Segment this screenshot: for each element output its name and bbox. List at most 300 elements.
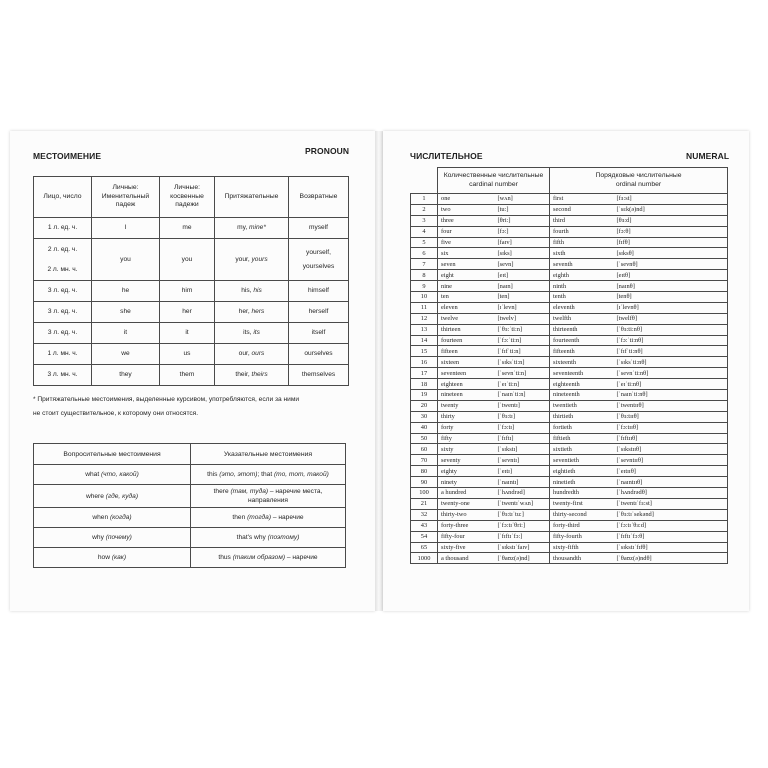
- numeral-number-cell: 60: [411, 444, 438, 455]
- numeral-number-cell: 4: [411, 226, 438, 237]
- numeral-heading-ru: ЧИСЛИТЕЛЬНОЕ: [410, 151, 483, 161]
- ordinal-transcription-cell: [ˈfɪfˈti:nθ]: [615, 346, 728, 357]
- question-pronoun-cell: [34, 528, 191, 548]
- cardinal-word-cell: eighteen: [438, 379, 496, 390]
- cardinal-word-cell: one: [438, 194, 496, 205]
- right-page: [383, 131, 749, 611]
- ordinal-word-cell: first: [550, 194, 615, 205]
- object-pronoun-cell: her: [160, 302, 215, 323]
- demonstrative-pronoun-cell: [191, 548, 346, 568]
- question-table-row: [34, 465, 346, 485]
- cardinal-word-cell: twenty-one: [438, 498, 496, 509]
- numeral-table-row: [411, 498, 728, 509]
- subject-pronoun-cell: you: [92, 239, 160, 281]
- cardinal-word-cell: thirty: [438, 411, 496, 422]
- question-pronoun-cell: [34, 548, 191, 568]
- possessive-form: our,: [238, 350, 252, 357]
- numeral-number-cell: 7: [411, 259, 438, 270]
- cardinal-transcription-cell: [ˈsevnˈti:n]: [496, 368, 550, 379]
- demonstrative-pronoun-cell: [191, 528, 346, 548]
- possessive-absolute-form: theirs: [251, 371, 268, 378]
- ordinal-header-ru: Порядковые числительные: [595, 172, 682, 179]
- cardinal-word-cell: eighty: [438, 466, 496, 477]
- demonstrative-col-header: Указательные местоимения: [191, 444, 346, 465]
- reflexive-form: himself: [308, 287, 329, 294]
- demonstrative-word: that's why: [236, 534, 268, 541]
- cardinal-word-cell: ninety: [438, 477, 496, 488]
- cardinal-word-cell: nineteen: [438, 390, 496, 401]
- pronoun-col-header: Лицо, число: [34, 177, 92, 218]
- ordinal-transcription-cell: [ˈsevnθ]: [615, 259, 728, 270]
- ordinal-transcription-cell: [fɔ:θ]: [615, 226, 728, 237]
- ordinal-transcription-cell: [ˈhʌndrədθ]: [615, 488, 728, 499]
- ordinal-word-cell: thirty-second: [550, 509, 615, 520]
- demonstrative-word: there: [213, 488, 231, 495]
- cardinal-word-cell: fifty: [438, 433, 496, 444]
- possessive-absolute-form: his: [253, 287, 262, 294]
- numeral-number-cell: 9: [411, 281, 438, 292]
- ordinal-transcription-cell: [ˈnaɪntɪɪθ]: [615, 477, 728, 488]
- ordinal-transcription-cell: [θɜ:d]: [615, 215, 728, 226]
- cardinal-word-cell: twelve: [438, 313, 496, 324]
- ordinal-word-cell: fifteenth: [550, 346, 615, 357]
- cardinal-word-cell: sixteen: [438, 357, 496, 368]
- numeral-number-cell: 30: [411, 411, 438, 422]
- numeral-number-cell: 65: [411, 542, 438, 553]
- pronoun-table-row: [34, 323, 349, 344]
- question-table-row: [34, 528, 346, 548]
- numeral-number-cell: 19: [411, 390, 438, 401]
- ordinal-transcription-cell: [fɜ:st]: [615, 194, 728, 205]
- ordinal-word-cell: sixteenth: [550, 357, 615, 368]
- pronoun-table-row: [34, 365, 349, 386]
- numeral-number-cell: 5: [411, 237, 438, 248]
- cardinal-word-cell: two: [438, 204, 496, 215]
- ordinal-transcription-cell: [ˈθɜ:tɪˈsekənd]: [615, 509, 728, 520]
- cardinal-word-cell: six: [438, 248, 496, 259]
- numeral-number-cell: 14: [411, 335, 438, 346]
- cardinal-transcription-cell: [sevn]: [496, 259, 550, 270]
- ordinal-word-cell: seventieth: [550, 455, 615, 466]
- cardinal-word-cell: seven: [438, 259, 496, 270]
- numeral-table-row: [411, 335, 728, 346]
- person-cell: [34, 365, 92, 386]
- cardinal-transcription-cell: [ˈsɪksˈti:n]: [496, 357, 550, 368]
- cardinal-word-cell: fourteen: [438, 335, 496, 346]
- ordinal-transcription-cell: [fɪfθ]: [615, 237, 728, 248]
- numeral-table-row: [411, 379, 728, 390]
- cardinal-transcription-cell: [ˈfɪftɪ]: [496, 433, 550, 444]
- question-pronoun-cell: [34, 508, 191, 528]
- person-label: 1 л. ед. ч.: [47, 224, 78, 231]
- ordinal-transcription-cell: [naɪnθ]: [615, 281, 728, 292]
- numeral-number-cell: 18: [411, 379, 438, 390]
- ordinal-col-header: [550, 168, 728, 194]
- cardinal-word-cell: a thousand: [438, 553, 496, 564]
- numeral-number-cell: 13: [411, 324, 438, 335]
- cardinal-word-cell: nine: [438, 281, 496, 292]
- person-cell: [34, 239, 92, 281]
- person-cell: [34, 323, 92, 344]
- footnote: [33, 393, 353, 421]
- cardinal-transcription-cell: [ˈsɪkstɪˈfaɪv]: [496, 542, 550, 553]
- possessive-form: her,: [238, 308, 252, 315]
- numeral-number-cell: 6: [411, 248, 438, 259]
- ordinal-transcription-cell: [ˈfɪftɪˈfɔ:θ]: [615, 531, 728, 542]
- ordinal-transcription-cell: [ˈsɛk(ə)nd]: [615, 204, 728, 215]
- cardinal-word-cell: thirty-two: [438, 509, 496, 520]
- ordinal-word-cell: thirteenth: [550, 324, 615, 335]
- cardinal-word-cell: sixty: [438, 444, 496, 455]
- numeral-table: [410, 167, 728, 564]
- numeral-table-row: [411, 553, 728, 564]
- demonstrative-translation: (тогда): [247, 514, 272, 521]
- numeral-table-row: [411, 488, 728, 499]
- cardinal-transcription-cell: [ˈtwentɪˈwʌn]: [496, 498, 550, 509]
- ordinal-transcription-cell: [ˈnaɪnˈti:nθ]: [615, 390, 728, 401]
- ordinal-word-cell: ninth: [550, 281, 615, 292]
- possessive-pronoun-cell: [215, 239, 289, 281]
- book-spine: [375, 131, 383, 611]
- person-label: 1 л. мн. ч.: [47, 350, 78, 357]
- numeral-table-row: [411, 477, 728, 488]
- ordinal-word-cell: tenth: [550, 292, 615, 303]
- ordinal-transcription-cell: [ˈsɪkstɪˈfɪfθ]: [615, 542, 728, 553]
- question-col-header: Вопросительные местоимения: [34, 444, 191, 465]
- numeral-table-row: [411, 444, 728, 455]
- ordinal-word-cell: sixth: [550, 248, 615, 259]
- cardinal-transcription-cell: [ˈnaɪntɪ]: [496, 477, 550, 488]
- possessive-absolute-form: ours: [251, 350, 265, 357]
- question-word: why: [92, 534, 106, 541]
- reflexive-pronoun-cell: [289, 218, 349, 239]
- numeral-number-cell: 80: [411, 466, 438, 477]
- ordinal-transcription-cell: [ˈsevnˈti:nθ]: [615, 368, 728, 379]
- person-label: 3 л. ед. ч.: [47, 287, 78, 294]
- cardinal-transcription-cell: [ˈfɔ:tɪˈθri:]: [496, 520, 550, 531]
- ordinal-word-cell: seventeenth: [550, 368, 615, 379]
- pronoun-table-row: [34, 239, 349, 281]
- person-label: 2 л. ед. ч.: [47, 245, 78, 253]
- numeral-number-cell: 50: [411, 433, 438, 444]
- pronoun-table-row: [34, 281, 349, 302]
- cardinal-word-cell: ten: [438, 292, 496, 303]
- subject-pronoun-cell: she: [92, 302, 160, 323]
- ordinal-word-cell: twenty-first: [550, 498, 615, 509]
- cardinal-transcription-cell: [ˈeɪˈti:n]: [496, 379, 550, 390]
- ordinal-word-cell: fourth: [550, 226, 615, 237]
- demonstrative-pronoun-cell: [191, 508, 346, 528]
- numeral-table-row: [411, 302, 728, 313]
- pronoun-col-header: Возвратные: [289, 177, 349, 218]
- numeral-number-cell: 12: [411, 313, 438, 324]
- numeral-table-row: [411, 292, 728, 303]
- footnote-line: не стоит существительное, к которому они относятся.: [33, 410, 199, 417]
- possessive-pronoun-cell: [215, 365, 289, 386]
- person-label: 3 л. ед. ч.: [47, 329, 78, 336]
- cardinal-transcription-cell: [ˈfɪftɪˈfɔ:]: [496, 531, 550, 542]
- question-translation: (что, какой): [100, 471, 139, 478]
- demonstrative-translation: (таким образом): [232, 554, 286, 561]
- cardinal-transcription-cell: [ten]: [496, 292, 550, 303]
- cardinal-transcription-cell: [twelv]: [496, 313, 550, 324]
- demonstrative-word: then: [232, 514, 248, 521]
- possessive-form: my,: [237, 224, 250, 231]
- reflexive-form: herself: [308, 308, 329, 315]
- demonstrative-rest: ; that: [257, 471, 274, 478]
- person-label: 2 л. мн. ч.: [47, 265, 78, 273]
- possessive-form: its,: [243, 329, 254, 336]
- object-pronoun-cell: them: [160, 365, 215, 386]
- ordinal-transcription-cell: [tenθ]: [615, 292, 728, 303]
- numeral-number-cell: 15: [411, 346, 438, 357]
- ordinal-word-cell: ninetieth: [550, 477, 615, 488]
- ordinal-word-cell: eighth: [550, 270, 615, 281]
- possessive-pronoun-cell: [215, 281, 289, 302]
- numeral-number-cell: 32: [411, 509, 438, 520]
- ordinal-transcription-cell: [ɪˈlevnθ]: [615, 302, 728, 313]
- cardinal-word-cell: sixty-five: [438, 542, 496, 553]
- person-cell: [34, 218, 92, 239]
- demonstrative-word: thus: [218, 554, 233, 561]
- ordinal-word-cell: fourteenth: [550, 335, 615, 346]
- pronoun-heading-ru: МЕСТОИМЕНИЕ: [33, 151, 102, 161]
- ordinal-transcription-cell: [ˈsɪkstɪɪθ]: [615, 444, 728, 455]
- ordinal-word-cell: fifth: [550, 237, 615, 248]
- person-label: 3 л. мн. ч.: [47, 371, 78, 378]
- numeral-table-row: [411, 259, 728, 270]
- cardinal-transcription-cell: [ɪˈlevn]: [496, 302, 550, 313]
- question-word: where: [85, 492, 106, 500]
- question-table-row: [34, 548, 346, 568]
- cardinal-transcription-cell: [ˈfɔ:tɪ]: [496, 422, 550, 433]
- demonstrative-note: направления: [248, 497, 288, 504]
- possessive-form: your,: [235, 255, 252, 263]
- numeral-table-row: [411, 237, 728, 248]
- question-word: what: [85, 471, 101, 478]
- pronoun-table-row: [34, 344, 349, 365]
- pronoun-table-row: [34, 218, 349, 239]
- possessive-form: his,: [241, 287, 254, 294]
- cardinal-transcription-cell: [tu:]: [496, 204, 550, 215]
- question-pronoun-cell: [34, 465, 191, 485]
- ordinal-transcription-cell: [ˈeɪtɪɪθ]: [615, 466, 728, 477]
- numeral-number-cell: 90: [411, 477, 438, 488]
- ordinal-word-cell: twentieth: [550, 400, 615, 411]
- numeral-number-cell: 16: [411, 357, 438, 368]
- question-translation: (когда): [109, 514, 132, 521]
- object-pronoun-cell: us: [160, 344, 215, 365]
- subject-pronoun-cell: I: [92, 218, 160, 239]
- possessive-pronoun-cell: [215, 218, 289, 239]
- demonstrative-rest: – наречие: [285, 554, 318, 561]
- ordinal-transcription-cell: [ˈtwentɪɪθ]: [615, 400, 728, 411]
- cardinal-word-cell: three: [438, 215, 496, 226]
- ordinal-word-cell: fiftieth: [550, 433, 615, 444]
- person-cell: [34, 302, 92, 323]
- reflexive-form: itself: [311, 329, 326, 336]
- ordinal-word-cell: hundredth: [550, 488, 615, 499]
- numeral-table-row: [411, 542, 728, 553]
- numeral-table-row: [411, 400, 728, 411]
- cardinal-transcription-cell: [θri:]: [496, 215, 550, 226]
- cardinal-transcription-cell: [ˈθɜ:ˈti:n]: [496, 324, 550, 335]
- cardinal-transcription-cell: [ˈfɪfˈti:n]: [496, 346, 550, 357]
- numeral-number-cell: 54: [411, 531, 438, 542]
- subject-pronoun-cell: it: [92, 323, 160, 344]
- reflexive-form: yourselves: [302, 262, 335, 270]
- cardinal-transcription-cell: [naɪn]: [496, 281, 550, 292]
- numeral-number-cell: 1000: [411, 553, 438, 564]
- ordinal-transcription-cell: [ˈsɪksˈti:nθ]: [615, 357, 728, 368]
- cardinal-transcription-cell: [ˈfɔ:ˈti:n]: [496, 335, 550, 346]
- possessive-absolute-form: mine*: [249, 224, 266, 231]
- question-table-header-row: [34, 444, 346, 465]
- cardinal-word-cell: seventeen: [438, 368, 496, 379]
- ordinal-word-cell: second: [550, 204, 615, 215]
- numeral-number-cell: 17: [411, 368, 438, 379]
- demonstrative-pronoun-cell: [191, 465, 346, 485]
- ordinal-transcription-cell: [ˈsevntɪɪθ]: [615, 455, 728, 466]
- subject-pronoun-cell: they: [92, 365, 160, 386]
- demonstrative-translation: (это, этот): [219, 471, 258, 478]
- cardinal-transcription-cell: [ˈtwentɪ]: [496, 400, 550, 411]
- ordinal-word-cell: twelfth: [550, 313, 615, 324]
- cardinal-transcription-cell: [ˈθɜ:tɪˈtu:]: [496, 509, 550, 520]
- ordinal-word-cell: fortieth: [550, 422, 615, 433]
- demonstrative-translation: (там, туда): [230, 488, 269, 495]
- question-word: how: [97, 554, 112, 561]
- cardinal-word-cell: seventy: [438, 455, 496, 466]
- reflexive-form: yourself,: [306, 248, 331, 256]
- numeral-number-cell: 10: [411, 292, 438, 303]
- ordinal-word-cell: forty-third: [550, 520, 615, 531]
- question-word: when: [92, 514, 110, 521]
- ordinal-transcription-cell: [ˈfɔ:tɪˈθɜ:d]: [615, 520, 728, 531]
- question-translation: (как): [111, 554, 127, 561]
- cardinal-word-cell: twenty: [438, 400, 496, 411]
- reflexive-pronoun-cell: [289, 344, 349, 365]
- footnote-line: * Притяжательные местоимения, выделенные курсивом, употребляются, если за ними: [33, 396, 300, 403]
- ordinal-transcription-cell: [ˈθɜ:ti:nθ]: [615, 324, 728, 335]
- cardinal-word-cell: a hundred: [438, 488, 496, 499]
- question-table-row: [34, 485, 346, 508]
- numeral-table-row: [411, 411, 728, 422]
- cardinal-word-cell: eleven: [438, 302, 496, 313]
- cardinal-transcription-cell: [ˈθɜ:tɪ]: [496, 411, 550, 422]
- cardinal-word-cell: four: [438, 226, 496, 237]
- cardinal-transcription-cell: [eɪt]: [496, 270, 550, 281]
- numeral-number-cell: 11: [411, 302, 438, 313]
- question-pronoun-cell: [34, 485, 191, 508]
- ordinal-transcription-cell: [sɪksθ]: [615, 248, 728, 259]
- cardinal-transcription-cell: [ˈhʌndrəd]: [496, 488, 550, 499]
- demonstrative-translation: (то, тот, такой): [273, 471, 329, 478]
- ordinal-word-cell: fifty-fourth: [550, 531, 615, 542]
- numeral-table-row: [411, 422, 728, 433]
- ordinal-transcription-cell: [twelfθ]: [615, 313, 728, 324]
- reflexive-form: themselves: [301, 371, 336, 378]
- demonstrative-translation: (поэтому): [267, 534, 300, 541]
- cardinal-word-cell: thirteen: [438, 324, 496, 335]
- object-pronoun-cell: him: [160, 281, 215, 302]
- question-table-row: [34, 508, 346, 528]
- numeral-table-row: [411, 509, 728, 520]
- ordinal-word-cell: eighteenth: [550, 379, 615, 390]
- demonstrative-rest: – наречие места,: [268, 488, 323, 495]
- cardinal-transcription-cell: [ˈsɪkstɪ]: [496, 444, 550, 455]
- cardinal-transcription-cell: [sɪks]: [496, 248, 550, 259]
- reflexive-pronoun-cell: [289, 302, 349, 323]
- possessive-absolute-form: its: [253, 329, 260, 336]
- cardinal-word-cell: five: [438, 237, 496, 248]
- ordinal-transcription-cell: [eɪtθ]: [615, 270, 728, 281]
- question-translation: (где, куда): [105, 492, 139, 500]
- cardinal-col-header: [438, 168, 550, 194]
- numeral-number-cell: 2: [411, 204, 438, 215]
- cardinal-transcription-cell: [fɔ:]: [496, 226, 550, 237]
- pronoun-col-header: Личные: косвенные падежи: [160, 177, 215, 218]
- numeral-number-cell: 40: [411, 422, 438, 433]
- ordinal-word-cell: thousandth: [550, 553, 615, 564]
- ordinal-transcription-cell: [ˈfɔ:ˈti:nθ]: [615, 335, 728, 346]
- ordinal-word-cell: seventh: [550, 259, 615, 270]
- pronoun-table-header-row: [34, 177, 349, 218]
- object-pronoun-cell: it: [160, 323, 215, 344]
- possessive-absolute-form: hers: [251, 308, 265, 315]
- subject-pronoun-cell: we: [92, 344, 160, 365]
- possessive-pronoun-cell: [215, 302, 289, 323]
- reflexive-pronoun-cell: [289, 281, 349, 302]
- numeral-table-row: [411, 313, 728, 324]
- cardinal-word-cell: forty: [438, 422, 496, 433]
- numeral-number-cell: 21: [411, 498, 438, 509]
- numeral-number-cell: 1: [411, 194, 438, 205]
- ordinal-transcription-cell: [ˈeɪˈti:nθ]: [615, 379, 728, 390]
- possessive-pronoun-cell: [215, 344, 289, 365]
- cardinal-transcription-cell: [ˈθaʊz(ə)nd]: [496, 553, 550, 564]
- numeral-table-row: [411, 324, 728, 335]
- demonstrative-rest: – наречие: [271, 514, 304, 521]
- ordinal-transcription-cell: [ˈfɔ:tɪɪθ]: [615, 422, 728, 433]
- ordinal-word-cell: thirtieth: [550, 411, 615, 422]
- ordinal-word-cell: eightieth: [550, 466, 615, 477]
- pronoun-table-row: [34, 302, 349, 323]
- ordinal-word-cell: eleventh: [550, 302, 615, 313]
- demonstrative-pronoun-cell: [191, 485, 346, 508]
- numeral-number-cell: 8: [411, 270, 438, 281]
- cardinal-header-ru: Количественные числительные: [443, 172, 544, 179]
- possessive-form: their,: [235, 371, 252, 378]
- numeral-table-row: [411, 215, 728, 226]
- cardinal-transcription-cell: [ˈnaɪnˈti:n]: [496, 390, 550, 401]
- numeral-table-row: [411, 433, 728, 444]
- numeral-table-row: [411, 368, 728, 379]
- ordinal-transcription-cell: [ˈfɪftɪɪθ]: [615, 433, 728, 444]
- numeral-table-row: [411, 194, 728, 205]
- person-cell: [34, 281, 92, 302]
- person-label: 3 л. ед. ч.: [47, 308, 78, 315]
- numeral-table-row: [411, 455, 728, 466]
- cardinal-word-cell: forty-three: [438, 520, 496, 531]
- subject-pronoun-cell: he: [92, 281, 160, 302]
- pronoun-table: [33, 176, 349, 386]
- possessive-pronoun-cell: [215, 323, 289, 344]
- possessive-absolute-form: yours: [251, 255, 268, 263]
- numeral-table-row: [411, 357, 728, 368]
- cardinal-transcription-cell: [wʌn]: [496, 194, 550, 205]
- question-translation: (почему): [105, 534, 132, 541]
